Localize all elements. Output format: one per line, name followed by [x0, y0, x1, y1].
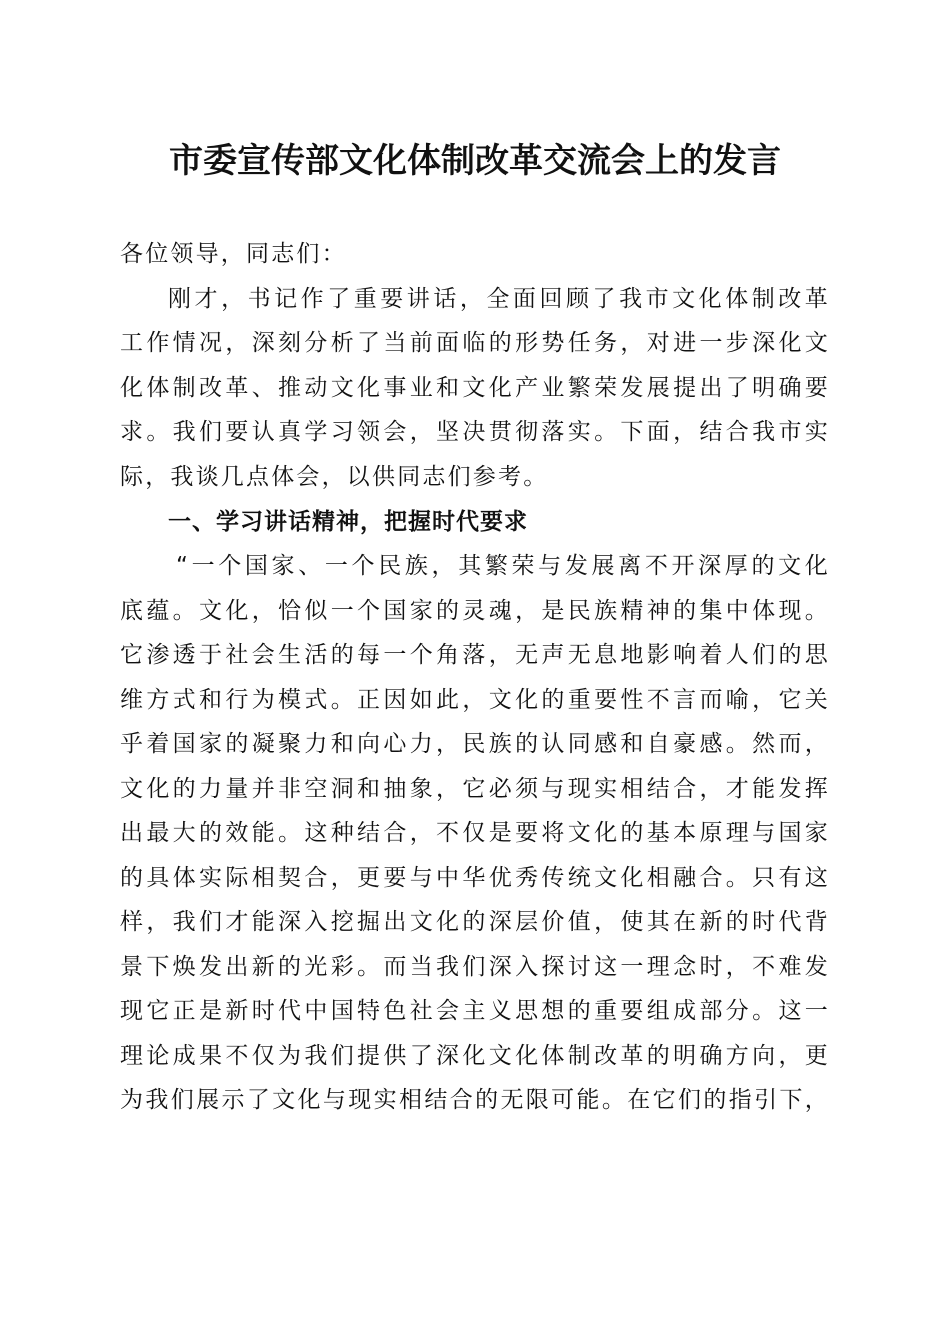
paragraph-line: 求。我们要认真学习领会，坚决贯彻落实。下面，结合我市实 — [120, 419, 830, 445]
paragraph-line: 文化的力量并非空洞和抽象，它必须与现实相结合，才能发挥 — [120, 776, 830, 802]
paragraph-line: 化体制改革、推动文化事业和文化产业繁荣发展提出了明确要 — [120, 375, 830, 401]
paragraph-line: 景下焕发出新的光彩。而当我们深入探讨这一理念时，不难发 — [120, 954, 830, 980]
paragraph-line: 维方式和行为模式。正因如此，文化的重要性不言而喻，它关 — [120, 687, 830, 713]
paragraph-line: 它渗透于社会生活的每一个角落，无声无息地影响着人们的思 — [120, 642, 830, 668]
paragraph-line: 际，我谈几点体会，以供同志们参考。 — [120, 464, 549, 490]
paragraph-line: 样，我们才能深入挖掘出文化的深层价值，使其在新的时代背 — [120, 909, 830, 935]
paragraph-line: 刚才，书记作了重要讲话，全面回顾了我市文化体制改革 — [168, 286, 830, 312]
section-heading: 一、学习讲话精神，把握时代要求 — [168, 509, 528, 535]
paragraph-line: 底蕴。文化，恰似一个国家的灵魂，是民族精神的集中体现。 — [120, 598, 830, 624]
paragraph-line: 出最大的效能。这种结合，不仅是要将文化的基本原理与国家 — [120, 820, 830, 846]
paragraph-line: 理论成果不仅为我们提供了深化文化体制改革的明确方向，更 — [120, 1043, 830, 1069]
paragraph-line: 的具体实际相契合，更要与中华优秀传统文化相融合。只有这 — [120, 865, 830, 891]
document-title: 市委宣传部文化体制改革交流会上的发言 — [169, 141, 781, 181]
paragraph-line: 为我们展示了文化与现实相结合的无限可能。在它们的指引下， — [120, 1087, 830, 1113]
salutation: 各位领导，同志们： — [120, 241, 347, 267]
paragraph-line: 乎着国家的凝聚力和向心力，民族的认同感和自豪感。然而， — [120, 731, 830, 757]
paragraph-line: 现它正是新时代中国特色社会主义思想的重要组成部分。这一 — [120, 998, 830, 1024]
paragraph-line: 工作情况，深刻分析了当前面临的形势任务，对进一步深化文 — [120, 330, 830, 356]
paragraph-line: “一个国家、一个民族，其繁荣与发展离不开深厚的文化 — [176, 553, 830, 579]
